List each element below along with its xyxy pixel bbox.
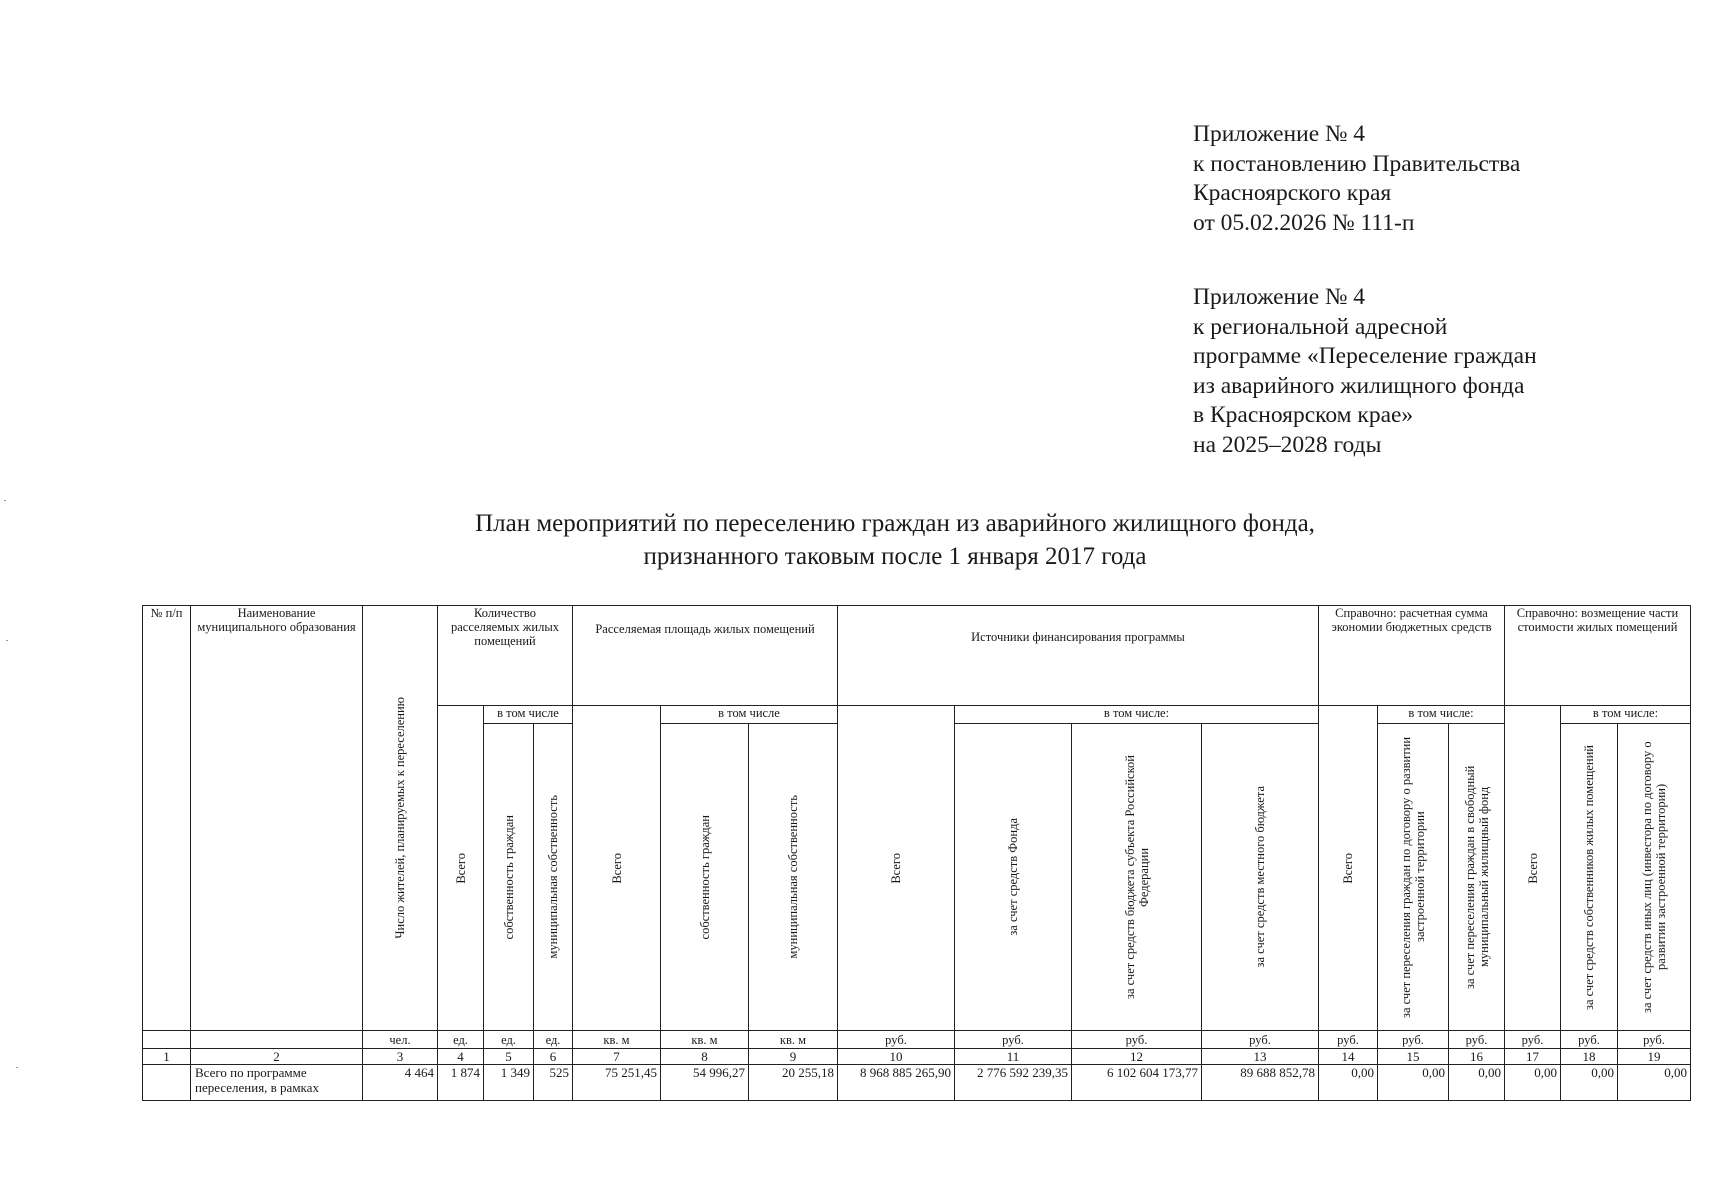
- header-label: за счет средств бюджета субъекта Российской Федерации: [1122, 755, 1151, 999]
- header-label: за счет средств местного бюджета: [1253, 786, 1267, 968]
- cell-area-total: 75 251,45: [573, 1065, 661, 1101]
- header-row-groups: [143, 606, 1691, 706]
- column-numbers-row: [143, 1049, 1691, 1065]
- header-residents-label: Число жителей, планируемых к переселению: [393, 697, 407, 939]
- unit-cell: руб.: [1449, 1031, 1505, 1049]
- header-fund: [955, 724, 1072, 1031]
- cell-fund: 2 776 592 239,35: [955, 1065, 1072, 1101]
- unit-cell: руб.: [1561, 1031, 1618, 1049]
- header-label: собственность граждан: [697, 814, 712, 940]
- column-number: 15: [1378, 1049, 1449, 1065]
- column-number: 7: [573, 1049, 661, 1065]
- unit-cell: ед.: [438, 1031, 484, 1049]
- header-rooms-citizens: [484, 724, 534, 1031]
- appendix-line: Приложение № 4: [1193, 284, 1366, 310]
- cell-comp-others: 0,00: [1618, 1065, 1691, 1101]
- column-number: 13: [1202, 1049, 1319, 1065]
- header-residents: [363, 606, 438, 1031]
- cell-rooms-total: 1 874: [438, 1065, 484, 1101]
- scan-artifact: [16, 1067, 18, 1068]
- column-number: 18: [1561, 1049, 1618, 1065]
- row-label: Всего по программе переселения, в рамках: [191, 1065, 363, 1101]
- column-number: 14: [1319, 1049, 1378, 1065]
- header-area-municipal: [749, 724, 838, 1031]
- header-label: Всего: [453, 852, 468, 884]
- column-number: 19: [1618, 1049, 1691, 1065]
- header-economy-total: [1319, 706, 1378, 1031]
- appendix-line: от 05.02.2026 № 111-п: [1193, 209, 1415, 236]
- header-comp-owners: [1561, 724, 1618, 1031]
- appendix-line: к постановлению Правительства: [1193, 150, 1521, 177]
- header-finance-incl: в том числе:: [955, 706, 1319, 724]
- header-area-citizens: [661, 724, 749, 1031]
- cell-econ-free-fund: 0,00: [1449, 1065, 1505, 1101]
- unit-cell: ед.: [534, 1031, 573, 1049]
- header-municipality: Наименование муниципального образования: [191, 606, 363, 1031]
- column-number: 16: [1449, 1049, 1505, 1065]
- cell-residents: 4 464: [363, 1065, 438, 1101]
- cell-subject-budget: 6 102 604 173,77: [1072, 1065, 1202, 1101]
- table-row-total: [143, 1065, 1691, 1101]
- units-row: [143, 1031, 1691, 1049]
- header-subject-budget: [1072, 724, 1202, 1031]
- header-local-budget: [1202, 724, 1319, 1031]
- header-label: Всего: [1525, 852, 1540, 884]
- column-number: 4: [438, 1049, 484, 1065]
- cell-rooms-citizens: 1 349: [484, 1065, 534, 1101]
- unit-cell: руб.: [1202, 1031, 1319, 1049]
- header-rooms-municipal: [534, 724, 573, 1031]
- header-area-total: [573, 706, 661, 1031]
- header-comp-others: [1618, 724, 1691, 1031]
- title-line-2: признанного таковым после 1 января 2017 года: [643, 543, 1147, 570]
- unit-cell: кв. м: [573, 1031, 661, 1049]
- header-label: муниципальная собственность: [546, 795, 560, 959]
- header-finance-group: Источники финансирования программы: [838, 606, 1319, 706]
- header-rooms-total: [438, 706, 484, 1031]
- header-compensation-incl: в том числе:: [1561, 706, 1691, 724]
- column-number: 11: [955, 1049, 1072, 1065]
- cell-local-budget: 89 688 852,78: [1202, 1065, 1319, 1101]
- header-label: за счет средств иных лиц (инвестора по договору о развитии застроенной территории): [1640, 741, 1668, 1013]
- header-num: № п/п: [143, 606, 191, 1031]
- header-label: за счет переселения граждан по договору о развитии застроенной территории: [1399, 736, 1427, 1018]
- unit-cell: руб.: [1072, 1031, 1202, 1049]
- header-finance-total: [838, 706, 955, 1031]
- header-compensation-total: [1505, 706, 1561, 1031]
- column-number: 9: [749, 1049, 838, 1065]
- cell-finance-total: 8 968 885 265,90: [838, 1065, 955, 1101]
- unit-cell: руб.: [1378, 1031, 1449, 1049]
- header-label: за счет средств Фонда: [1006, 818, 1020, 936]
- header-label: Всего: [889, 852, 903, 884]
- header-rooms-group: Количество расселяемых жилых помещений: [438, 606, 573, 706]
- header-label: муниципальная собственность: [786, 795, 800, 959]
- unit-cell-empty: [191, 1031, 363, 1049]
- header-area-group: Расселяемая площадь жилых помещений: [573, 606, 838, 706]
- appendix-line: из аварийного жилищного фонда: [1193, 372, 1525, 399]
- header-label: за счет средств собственников жилых помещений: [1582, 744, 1596, 1010]
- cell-area-municipal: 20 255,18: [749, 1065, 838, 1101]
- unit-cell: чел.: [363, 1031, 438, 1049]
- unit-cell: кв. м: [661, 1031, 749, 1049]
- column-number: 12: [1072, 1049, 1202, 1065]
- appendix-note-resolution: [1193, 120, 1693, 238]
- header-econ-free-fund: [1449, 724, 1505, 1031]
- header-economy-group: Справочно: расчетная сумма экономии бюджетных средств: [1319, 606, 1505, 706]
- appendix-line: на 2025–2028 годы: [1193, 431, 1382, 458]
- appendix-line: Приложение № 4: [1193, 121, 1366, 147]
- column-number: 6: [534, 1049, 573, 1065]
- unit-cell: кв. м: [749, 1031, 838, 1049]
- unit-cell: ед.: [484, 1031, 534, 1049]
- cell-economy-total: 0,00: [1319, 1065, 1378, 1101]
- cell-rooms-municipal: 525: [534, 1065, 573, 1101]
- header-label: Всего: [1341, 852, 1355, 884]
- resettlement-plan-table: [142, 605, 1691, 1101]
- unit-cell-empty: [143, 1031, 191, 1049]
- appendix-line: в Красноярском крае»: [1193, 402, 1414, 428]
- cell-comp-total: 0,00: [1505, 1065, 1561, 1101]
- header-rooms-incl: в том числе: [484, 706, 573, 724]
- header-label: за счет переселения граждан в свободный муниципальный жилищный фонд: [1462, 765, 1491, 989]
- unit-cell: руб.: [838, 1031, 955, 1049]
- cell-comp-owners: 0,00: [1561, 1065, 1618, 1101]
- document-title: [300, 507, 1490, 573]
- column-number: 5: [484, 1049, 534, 1065]
- header-label: собственность граждан: [501, 814, 516, 940]
- header-label: Всего: [609, 852, 624, 884]
- header-econ-territory: [1378, 724, 1449, 1031]
- column-number: 8: [661, 1049, 749, 1065]
- cell-econ-territory: 0,00: [1378, 1065, 1449, 1101]
- unit-cell: руб.: [1319, 1031, 1378, 1049]
- unit-cell: руб.: [1505, 1031, 1561, 1049]
- cell-area-citizens: 54 996,27: [661, 1065, 749, 1101]
- column-number: 3: [363, 1049, 438, 1065]
- row-num-empty: [143, 1065, 191, 1101]
- header-compensation-group: Справочно: возмещение части стоимости жилых помещений: [1505, 606, 1691, 706]
- column-number: 1: [143, 1049, 191, 1065]
- unit-cell: руб.: [955, 1031, 1072, 1049]
- appendix-line: Красноярского края: [1193, 180, 1392, 206]
- appendix-note-program: [1193, 283, 1693, 460]
- scan-artifact: [4, 500, 6, 501]
- appendix-line: программе «Переселение граждан: [1193, 343, 1537, 369]
- header-area-incl: в том числе: [661, 706, 838, 724]
- appendix-line: к региональной адресной: [1193, 313, 1448, 340]
- unit-cell: руб.: [1618, 1031, 1691, 1049]
- column-number: 17: [1505, 1049, 1561, 1065]
- header-economy-incl: в том числе:: [1378, 706, 1505, 724]
- scan-artifact: [6, 640, 8, 641]
- column-number: 2: [191, 1049, 363, 1065]
- title-line-1: План мероприятий по переселению граждан из аварийного жилищного фонда,: [475, 510, 1315, 537]
- column-number: 10: [838, 1049, 955, 1065]
